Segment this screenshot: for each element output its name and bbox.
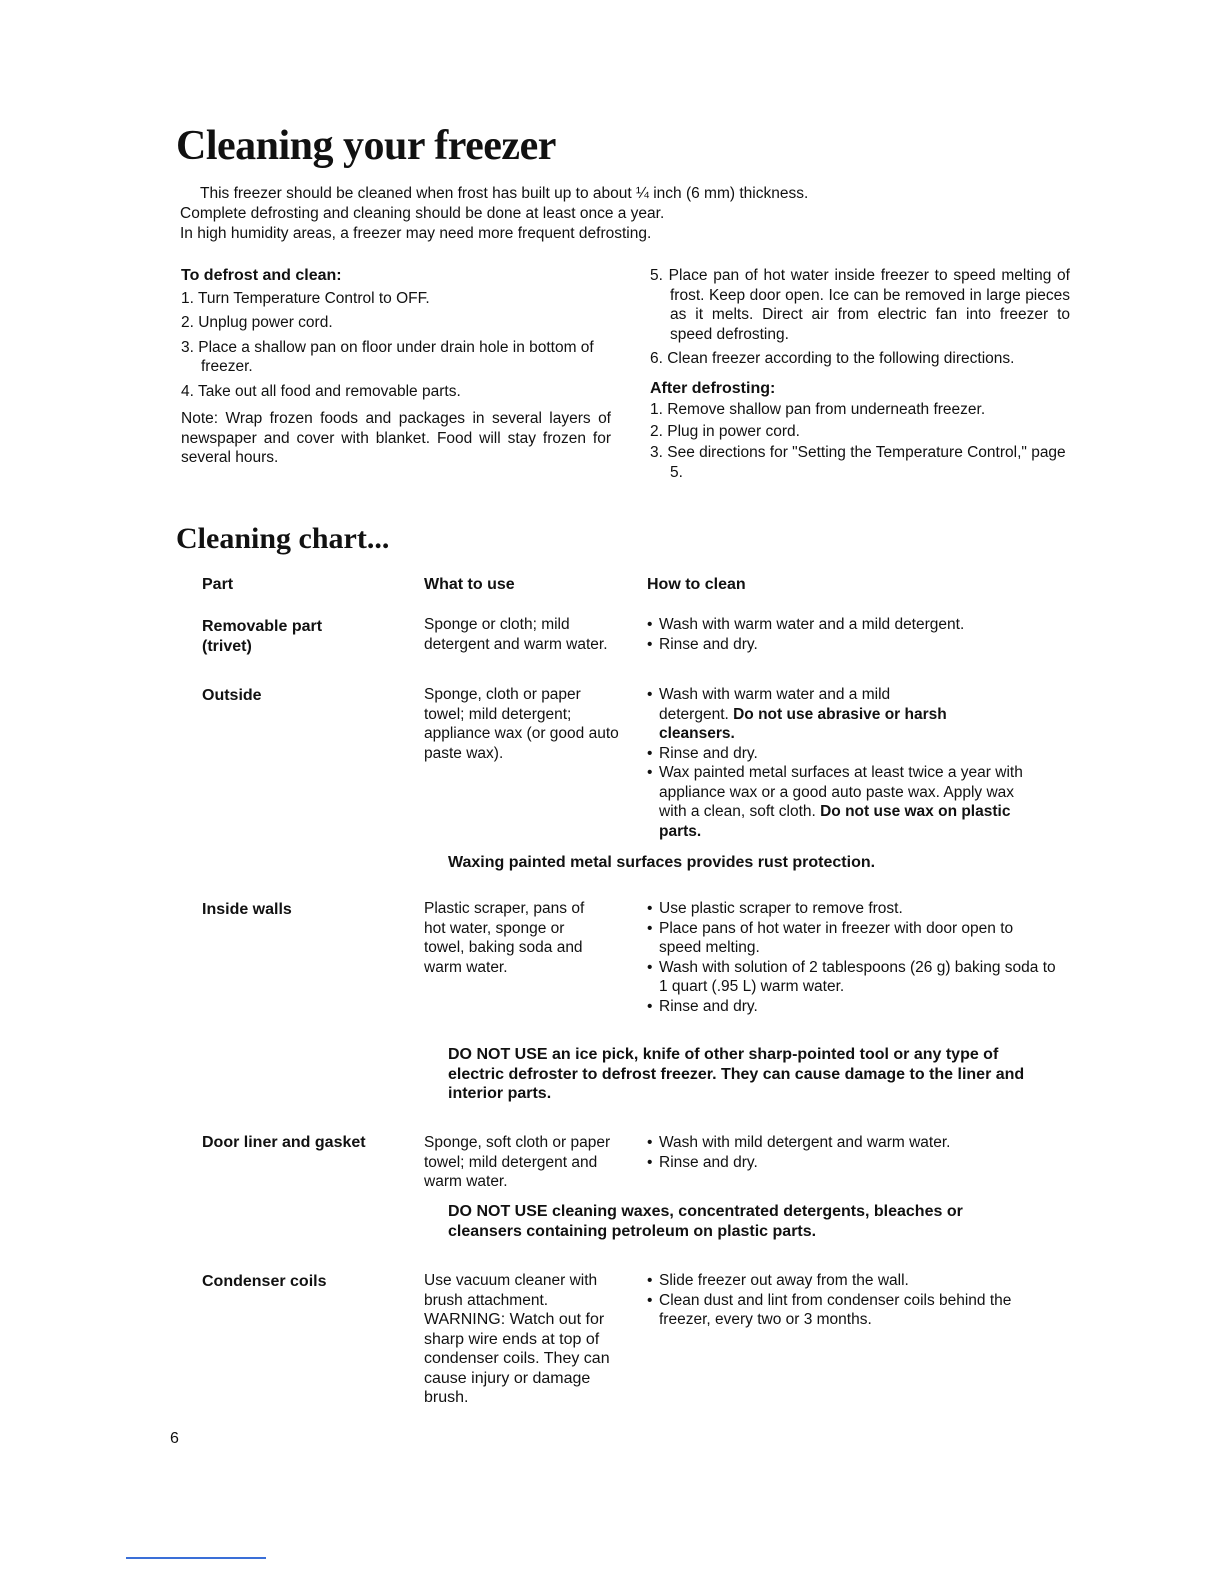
how-text: Wash with warm water and a mild detergent. — [659, 686, 891, 723]
how-bold: Do not use abrasive or harsh cleansers. — [659, 705, 947, 742]
intro-line: This freezer should be cleaned when frost has built up to about ¼ inch (6 mm) thickness. — [200, 185, 809, 202]
step: 5. Place pan of hot water inside freezer to speed melting of frost. Keep door open. Ice can be removed in large pieces as it melts. Direct air from electric fan into freezer to speed defrosting. — [650, 267, 1070, 343]
step: 4. Take out all food and removable parts. — [181, 382, 461, 400]
note-label: Note: — [181, 410, 219, 427]
chart-title: Cleaning chart... — [176, 522, 390, 555]
use-cell: Plastic scraper, pans of hot water, sponge or towel, baking soda and warm water. — [424, 900, 585, 976]
how-cell — [647, 1271, 1047, 1330]
use-text: Use vacuum cleaner with brush attachment. — [424, 1272, 598, 1309]
how-item: • Use plastic scraper to remove frost. — [647, 899, 1057, 919]
step: 2. Plug in power cord. — [650, 422, 800, 440]
warning-note: DO NOT USE an ice pick, knife of other sharp-pointed tool or any type of electric defroster to defrost freezer. They can cause damage to the liner and interior parts. — [448, 1046, 1025, 1102]
warning-note: DO NOT USE cleaning waxes, concentrated detergents, bleaches or cleansers containing petroleum on plastic parts. — [448, 1203, 963, 1240]
divider-line — [126, 1557, 266, 1559]
header-what: What to use — [424, 576, 515, 593]
step: 3. Place a shallow pan on floor under drain hole in bottom of freezer. — [181, 338, 594, 375]
step: 3. See directions for "Setting the Temperature Control," page 5. — [650, 444, 1066, 481]
how-item: • Wash with solution of 2 tablespoons (26 g) baking soda to 1 quart (.95 L) warm water. — [647, 958, 1057, 997]
step: 2. Unplug power cord. — [181, 314, 333, 331]
how-cell — [647, 685, 1027, 841]
use-cell: Sponge or cloth; mild detergent and warm water. — [424, 616, 608, 653]
page-title: Cleaning your freezer — [176, 123, 556, 169]
how-item: • Place pans of hot water in freezer with door open to speed melting. — [647, 919, 1057, 958]
how-bold: Do not use wax on plastic parts. — [659, 803, 1011, 840]
use-cell: Sponge, soft cloth or paper towel; mild detergent and warm water. — [424, 1134, 611, 1190]
part-cell: Outside — [202, 687, 262, 704]
part-cell: Condenser coils — [202, 1273, 327, 1290]
how-text: Wax painted metal surfaces at least twice a year with appliance wax or a good auto paste wax. Apply wax with a clean, soft cloth. — [659, 764, 1023, 820]
defrost-heading: To defrost and clean: — [181, 267, 342, 284]
intro — [180, 184, 808, 244]
header-how: How to clean — [647, 576, 746, 593]
how-item: • Wash with mild detergent and warm water. — [647, 1133, 1067, 1153]
how-item: • Rinse and dry. — [647, 744, 1027, 764]
how-cell — [647, 899, 1057, 1016]
intro-line: In high humidity areas, a freezer may need more frequent defrosting. — [180, 225, 652, 242]
how-cell — [647, 1133, 1067, 1172]
part-cell: Inside walls — [202, 901, 292, 918]
header-part: Part — [202, 576, 234, 593]
use-cell — [424, 1271, 624, 1408]
intro-line: Complete defrosting and cleaning should be done at least once a year. — [180, 205, 665, 222]
how-item: • Rinse and dry. — [647, 1153, 1067, 1173]
part-cell: Removable part (trivet) — [202, 618, 323, 655]
page-number: 6 — [170, 1430, 179, 1447]
how-item: • Rinse and dry. — [647, 997, 1057, 1017]
note-text: Wrap frozen foods and packages in several layers of newspaper and cover with blanket. Food will stay frozen for several hours. — [181, 410, 611, 466]
step: 1. Remove shallow pan from underneath freezer. — [650, 401, 986, 418]
note — [181, 409, 611, 468]
how-item: • Rinse and dry. — [647, 635, 1067, 655]
how-cell — [647, 615, 1067, 654]
how-item: • Slide freezer out away from the wall. — [647, 1271, 1047, 1291]
step: 6. Clean freezer according to the following directions. — [650, 350, 1015, 367]
part-cell: Door liner and gasket — [202, 1134, 366, 1151]
how-item — [647, 685, 959, 744]
defrost-section — [181, 266, 611, 468]
use-cell: Sponge, cloth or paper towel; mild detergent; appliance wax (or good auto paste wax). — [424, 686, 619, 762]
how-item: • Wash with warm water and a mild detergent. — [647, 615, 1067, 635]
use-warning: WARNING: Watch out for sharp wire ends at top of condenser coils. They can cause injury or damage brush. — [424, 1311, 610, 1406]
after-heading: After defrosting: — [650, 379, 776, 397]
defrost-continued — [650, 266, 1070, 487]
rust-note: Waxing painted metal surfaces provides rust protection. — [448, 854, 876, 871]
how-item — [647, 763, 1027, 841]
step: 1. Turn Temperature Control to OFF. — [181, 289, 430, 307]
how-item: • Clean dust and lint from condenser coils behind the freezer, every two or 3 months. — [647, 1291, 1047, 1330]
